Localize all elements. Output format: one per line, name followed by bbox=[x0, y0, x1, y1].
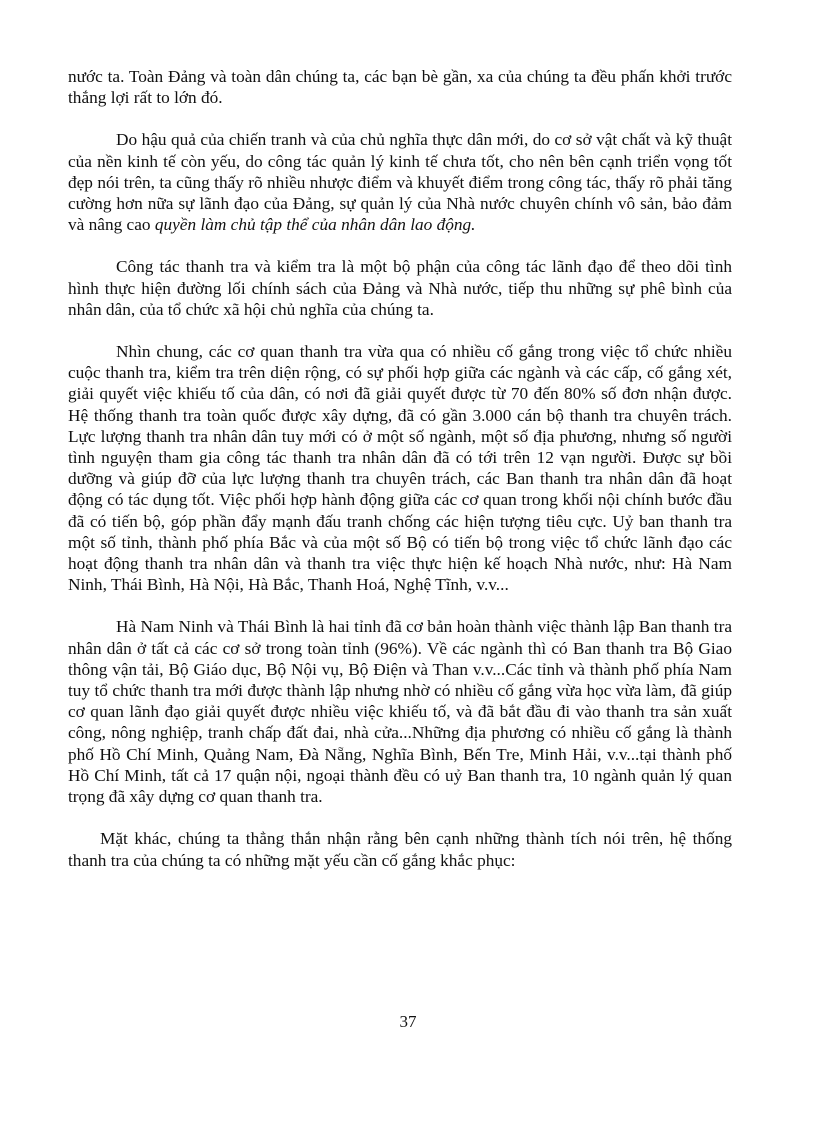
paragraph-3: Công tác thanh tra và kiểm tra là một bộ phận của công tác lãnh đạo để theo dõi tình hình thực hiện đường lối chính sách của Đảng và Nhà nước, tiếp thu những sự phê bình của nhân dân, của tổ chức xã hội chủ nghĩa của chúng ta. bbox=[68, 257, 732, 319]
paragraph-2-italic: quyền làm chủ tập thể của nhân dân lao động. bbox=[154, 215, 476, 235]
paragraph-2 bbox=[68, 129, 732, 235]
paragraph-1: nước ta. Toàn Đảng và toàn dân chúng ta, các bạn bè gần, xa của chúng ta đều phấn khởi trước thắng lợi rất to lớn đó. bbox=[68, 67, 732, 108]
page-number: 37 bbox=[399, 1012, 417, 1031]
document-page bbox=[68, 66, 732, 892]
paragraph-5: Hà Nam Ninh và Thái Bình là hai tỉnh đã cơ bản hoàn thành việc thành lập Ban thanh tra nhân dân ở tất cả các cơ sở trong toàn tỉnh (96%). Về các ngành thì có Ban thanh tra Bộ Giao thông vận tải, Bộ Giáo dục, Bộ Nội vụ, Bộ Điện và Than v.v...Các tỉnh và thành phố phía Nam tuy tổ chức thanh tra mới được thành lập nhưng nhờ có nhiều cố gắng vừa học vừa làm, đã giúp cơ quan lãnh đạo giải quyết được nhiều việc khiếu tố, và đã bắt đầu đi vào thanh tra sản xuất công, nông nghiệp, tranh chấp đất đai, nhà cửa...Những địa phương có nhiều cố gắng là thành phố Hồ Chí Minh, Quảng Nam, Đà Nẵng, Nghĩa Bình, Bến Tre, Minh Hải, v.v...tại thành phố Hồ Chí Minh, tất cả 17 quận nội, ngoại thành đều có uỷ Ban thanh tra, 10 ngành quản lý quan trọng đã xây dựng cơ quan thanh tra. bbox=[68, 617, 732, 807]
paragraph-4: Nhìn chung, các cơ quan thanh tra vừa qua có nhiều cố gắng trong việc tổ chức nhiều cuộc thanh tra, kiểm tra trên diện rộng, có sự phối hợp giữa các ngành và các cấp, cố gắng xét, giải quyết việc khiếu tố của dân, có nơi đã giải quyết được từ 70 đến 80% số đơn nhận được. Hệ thống thanh tra toàn quốc được xây dựng, đã có gần 3.000 cán bộ thanh tra chuyên trách. Lực lượng thanh tra nhân dân tuy mới có ở một số ngành, một số địa phương, nhưng số người tình nguyện tham gia công tác thanh tra nhân dân đã có tới trên 12 vạn người. Được sự bồi dưỡng và giúp đỡ của lực lượng thanh tra chuyên trách, các Ban thanh tra nhân dân đã hoạt động có tác dụng tốt. Việc phối hợp hành động giữa các cơ quan trong khối nội chính bước đầu đã có tiến bộ, góp phần đẩy mạnh đấu tranh chống các hiện tượng tiêu cực. Uỷ ban thanh tra một số tỉnh, thành phố phía Bắc và của một số Bộ có tiến bộ trong việc tổ chức lãnh đạo các hoạt động thanh tra nhân dân và thanh tra việc thực hiện kế hoạch Nhà nước, như: Hà Nam Ninh, Thái Bình, Hà Nội, Hà Bắc, Thanh Hoá, Nghệ Tĩnh, v.v... bbox=[68, 342, 732, 595]
paragraph-6: Mặt khác, chúng ta thẳng thắn nhận rằng bên cạnh những thành tích nói trên, hệ thống thanh tra của chúng ta có những mặt yếu cần cố gắng khắc phục: bbox=[68, 829, 732, 870]
paragraph-2-text: Do hậu quả của chiến tranh và của chủ nghĩa thực dân mới, do cơ sở vật chất và kỹ thuật của nền kinh tế còn yếu, do công tác quản lý kinh tế chưa tốt, cho nên bên cạnh triển vọng tốt đẹp nói trên, ta cũng thấy rõ nhiều nhược điểm và khuyết điểm trong công tác, thấy rõ phải tăng cường hơn nữa sự lãnh đạo của Đảng, sự quản lý của Nhà nước chuyên chính vô sản, bảo đảm và nâng cao bbox=[68, 130, 732, 235]
